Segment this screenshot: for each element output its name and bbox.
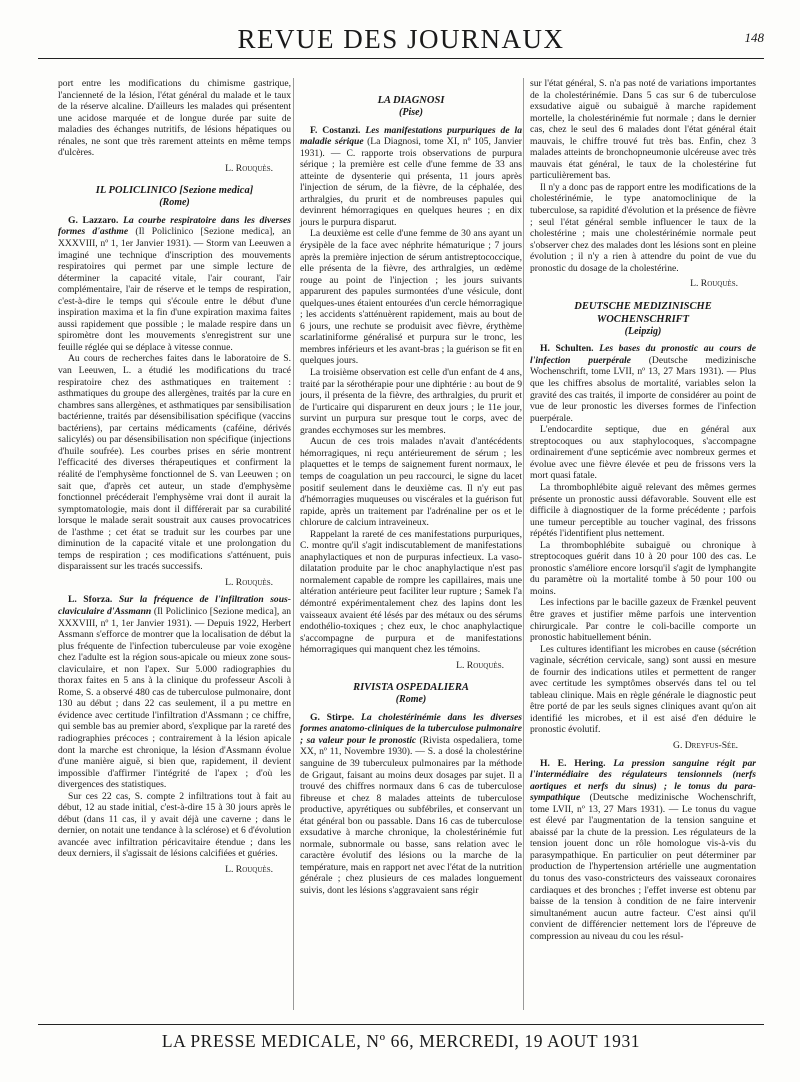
article-abstract [300, 712, 522, 897]
article-abstract [530, 758, 756, 943]
journal-heading: LA DIAGNOSI [377, 95, 445, 106]
article-body: (Deutsche medizinische Wochenschrift, tome LVII, nº 13, 27 Mars 1931). — Le tonus du vague est élevé par l'augmentation de la tension sanguine et abaissé par la chute de la pression. Les régulateurs de la tension jouent donc un rôle homologue vis-à-vis du parasympathique. En particulier on peut déterminer par production de l'hypertension artérielle une augmentation du tonus des vaso-constricteurs des vaisseaux coronaires cardiaques et des bronches ; l'effet inverse est obtenu par baisse de la tension à condition de ne faire intervenir simultanément aucun autre facteur. C'est ainsi qu'il convient de différencier nettement lors de l'épreuve de compression au niveau du cou les résul- [530, 792, 756, 942]
article-author: H. E. Hering. [540, 757, 606, 769]
article-author: F. Costanzi. [310, 124, 361, 136]
journal-city: (Rome) [159, 197, 190, 209]
page-header [38, 22, 764, 59]
article-abstract [530, 343, 756, 424]
paragraph: La thrombophlébite subaiguë ou chronique à streptocoques guérit dans 10 à 20 pour 100 des cas. Le pronostic s'améliore encore lorsqu'il s'agit de lymphangite du paramètre où la mortalité tombe à 50 pour 100 ou moins. [530, 539, 756, 597]
paragraph: Rappelant la rareté de ces manifestations purpuriques, C. montre qu'il s'agit indiscutablement de manifestations anaphylactiques et non de purpuras infectieux. La vaso-dilatation produite par le choc anaphylactique n'est pas normalement capable de rompre les capillaires, mais une altération antérieure peut faciliter leur rupture ; Samek l'a démontré expérimentalement chez des lapins dont les vaisseaux avaient été lésés par des métaux ou des sérums endothélio-toxiques ; chez eux, le choc anaphylactique s'accompagne de purpura et de manifestations hémorragiques qui manquent chez les témoins. [300, 528, 522, 656]
article-body: (La Diagnosi, tome XI, nº 105, Janvier 1931). — C. rapporte trois observations de purpura sérique ; la première est celle d'une femme de 33 ans atteinte de dysenterie qui présenta, 11 jours après l'injection de sérum, de la fièvre, de la céphalée, des arthralgies, du prurit et de nombreuses papules qui devinrent hémorragiques en quelques heures ; en dix jours le purpura disparut. [300, 136, 522, 228]
article-abstract [300, 125, 522, 229]
article-abstract [58, 215, 291, 354]
column-1 [58, 78, 291, 1010]
paragraph: Aucun de ces trois malades n'avait d'antécédents hémorragiques, ni reçu antérieurement de sérum ; les plaquettes et le temps de saignement furent normaux, le temps de coagulation un peu raccourci, le signe du lacet positif seulement dans le deuxième cas. Il n'y eut pas d'hémorragies muqueuses ou viscérales et la guérison fut rapide, après un traitement par l'adrénaline per os et le chlorure de calcium intraveineux. [300, 436, 522, 529]
page-footer [38, 1024, 764, 1057]
article-title: Sur la fréquence de l'infiltration sous-claviculaire d'Assmann [58, 594, 291, 617]
article-abstract [58, 594, 291, 790]
article-title: La cholestérinémie dans les diverses formes anatomo-cliniques de la tuberculose pulmonaire ; sa valeur pour le pronostic [300, 711, 522, 746]
article-author: H. Schulten. [540, 343, 594, 355]
paragraph: Au cours de recherches faites dans le laboratoire de S. van Leeuwen, L. a étudié les modifications du tracé respiratoire chez des asthmatiques en traitement : asthmatiques du groupe des allergènes, traités par la cure en chambres sans allergènes, et asthmatiques par sensibilisation bactérienne, traités par désensibilisation spécifique (vaccins bactériens), par certains médicaments (caféine, dérivés salicylés) ou par désensibilisation non spécifique (injections d'huile soufrée). Les courbes prises en série montrent l'efficacité des diverses thérapeutiques et confirment la réalité de l'emphysème fonctionnel de S. van Leeuwen ; on sait que, d'après cet auteur, un stade d'emphysème fonctionnel précéderait l'emphysème vrai dont il aurait la symptomatologie, mais dont il différerait par sa curabilité lorsque le malade serait soustrait aux causes provocatrices de l'asthme ; cet état se traduit sur les courbes par une diminution de la capacité vitale et une prolongation du temps de respiration ; ces modifications s'atténuent, puis disparaissent sur les tracés successifs. [58, 353, 291, 573]
author-signature: L. Rouquès. [225, 864, 273, 875]
article-author: G. Lazzaro. [68, 214, 119, 226]
author-signature: L. Rouquès. [225, 576, 273, 588]
paragraph: port entre les modifications du chimisme gastrique, l'ancienneté de la lésion, l'état général du malade et le taux de la réserve alcaline. D'ailleurs les malades qui présentent une acidose marquée et de longue durée par suite de maladies des échanges nutritifs, de lésions hépatiques ou rénales, ne sont que très rarement atteints en même temps d'ulcères. [58, 78, 291, 159]
column-2 [293, 78, 522, 1010]
paragraph: Les cultures identifiant les microbes en cause (sécrétion vaginale, sécrétion cervicale, sang) sont aussi en mesure de fournir des indications utiles et permettent de ranger avec certitude les symptômes observés dans tel ou tel tableau clinique. Mais en règle générale le diagnostic peut être porté de par les seuls signes cliniques avant qu'on ait identifié les microbes, et il est aisé d'en déduire le pronostic évolutif. [530, 643, 756, 736]
article-title: Les manifestations purpuriques de la maladie sérique [300, 124, 522, 148]
paragraph: La deuxième est celle d'une femme de 30 ans ayant un érysipèle de la face avec néphrite hématurique ; 7 jours après la première injection de sérum antistreptococcique, elle présenta de la fièvre, des arthralgies, un œdème rouge au point de l'injection ; les jours suivants apparurent des papules surmontées d'une vésicule, dont quelques-unes étaient entourées d'un cercle hémorragique ; les accidents s'atténuèrent rapidement, mais au bout de 6 jours, une rechute se produisit avec fièvre, érythème scarlatiniforme généralisé et purpura sur le tronc, les membres inférieurs et les avant-bras ; la guérison se fit en quelques jours. [300, 228, 522, 367]
paragraph: Les infections par le bacille gazeux de Frænkel peuvent être graves et justifier même parfois une intervention chirurgicale. Par contre le coli-bacille comporte un pronostic habituellement bénin. [530, 597, 756, 644]
author-signature: L. Rouquès. [225, 162, 273, 174]
article-author: L. Sforza. [68, 594, 113, 606]
article-title: La courbe respiratoire dans les diverses formes d'asthme [58, 214, 291, 238]
page-number: 148 [744, 30, 764, 45]
article-title: Les bases du pronostic au cours de l'infection puerpérale [530, 343, 756, 366]
journal-city: (Pise) [399, 107, 423, 118]
paragraph: La thrombophlébite aiguë relevant des mêmes germes présente un pronostic aussi défavorable. Souvent elle est difficile à diagnostiquer de la forme précédente ; parfois une tumeur perceptible au toucher vaginal, des frissons répétés l'identifient plus nettement. [530, 481, 756, 540]
issue-line: LA PRESSE MEDICALE, Nº 66, MERCREDI, 19 AOUT 1931 [161, 1031, 641, 1051]
article-author: G. Stirpe. [310, 711, 355, 723]
article-title: La pression sanguine régit par l'intermédiaire des régulateurs tensionnels (nerfs aortiques et nerfs du sinus) ; le tonus du para-sympathique [530, 757, 756, 804]
paragraph: sur l'état général, S. n'a pas noté de variations importantes de la cholestérinémie. Dans 5 cas sur 6 de tuberculose exsudative aiguë ou subaiguë à marche rapidement mortelle, la cholestérinémie fut normale ; dans le dernier cas, chez le seul des 6 malades dont l'état général était mauvais, le chiffre trouvé fut très bas. Enfin, chez 3 malades atteints de bronchopneumonie ulcéreuse avec très mauvais état général, le taux de la cholestérine fut particulièrement bas. [530, 78, 756, 182]
column-3 [523, 78, 756, 1010]
paragraph: Sur ces 22 cas, S. compte 2 infiltrations tout à fait au début, 12 au stade initial, c'est-à-dire 15 à 30 jours après le début (dans 11 cas, il y avait déjà une caverne ; dans le dernier, on notait une tendance à la sclérose) et 6 d'évolution avancée avec infiltration péricavitaire étendue ; dans les deux derniers, il s'agissait de lésions calcifiées et guéries. [58, 790, 291, 860]
article-body: (Deutsche medizinische Wochenschrift, tome LVII, nº 13, 27 Mars 1931). — Plus que les chiffres absolus de mortalité, variables selon la gravité des cas traités, il importe de considérer au point de vue de leur pronostic les diverses formes de l'infection puerpérale. [530, 354, 756, 424]
journal-heading: IL POLICLINICO [Sezione medica] [95, 185, 254, 197]
journal-heading: DEUTSCHE MEDIZINISCHE WOCHENSCHRIFT [574, 300, 712, 325]
paragraph: Il n'y a donc pas de rapport entre les modifications de la cholestérinémie, le type anatomoclinique de la tuberculose, sa rapidité d'évolution et la présence de fièvre ; seul l'état général semble influencer le taux de la cholestérine ; mais une cholestérinémie normale peut s'observer chez des malades dont les lésions sont en pleine évolution ; il n'y a rien à attendre du point de vue du pronostic du dosage de la cholestérine. [530, 181, 756, 274]
paragraph: La troisième observation est celle d'un enfant de 4 ans, traité par la sérothérapie pour une diphtérie : au bout de 9 jours, il présenta de la fièvre, des arthralgies, du prurit et de l'urticaire qui disparurent en deux jours ; le 11e jour, survint un purpura sur presque tout le corps, avec de grandes ecchymoses sur les membres. [300, 367, 522, 436]
journal-city: (Leipzig) [624, 325, 662, 337]
author-signature: L. Rouquès. [690, 278, 738, 290]
paragraph: L'endocardite septique, due en général aux streptocoques ou aux staphylocoques, s'accompagne ordinairement d'une septicémie avec nombreux germes et évolue avec une fièvre élevée et peu de frissons vers la mort quasi fatale. [530, 424, 756, 482]
article-body: (Rivista ospedaliera, tome XX, nº 11, Novembre 1930). — S. a dosé la cholestérine sanguine de 39 tuberculeux pulmonaires par la méthode de Grigaut, faisant au moins deux dosages par sujet. Il a trouvé des chiffres normaux dans 6 cas de tuberculose fibreuse et chez 8 malades atteints de tuberculose productive, apyrétiques ou subfébriles, et conservant un état général bon ou passable. Dans 16 cas de tuberculose exsudative à marche chronique, la cholestérinémie fut normale, subnormale ou basse, sans relation avec le caractère évolutif des lésions ou la marche de la température, mais en rapport net avec l'état de la nutrition générale ; chez plusieurs de ces malades longuement suivis, dont les lésions s'aggravaient sans régir [300, 734, 522, 896]
article-body: (Il Policlinico [Sezione medica], an XXXVIII, nº 1, 1er Janvier 1931). — Depuis 1922, Herbert Assmann s'efforce de montrer que la localisation de début la plus fréquente de l'infection tuberculeuse par voie exogène chez l'adulte est la région sous-apicale ou mieux zone sous-claviculaire, et non l'apex. Sur 5.000 radiographies du thorax faites en 5 ans à la clinique du professeur Ascoli à Rome, S. a observé 480 cas de tuberculose pulmonaire, dont 130 au début ; dans 22 cas seulement, il a pu mettre en évidence avec certitude l'infiltration d'Assmann ; ce chiffre, qui semble bas au premier abord, s'explique par la rareté des radiographies précoces ; contrairement à la lésion apicale dont la marche est chronique, la lésion d'Assmann évolue d'une manière aiguë, si bien que, rapidement, il devient impossible d'affirmer l'intégrité de l'apex ; d'où les divergences des statistiques. [58, 605, 291, 791]
journal-section-title: REVUE DES JOURNAUX [237, 24, 565, 54]
article-body: (Il Policlinico [Sezione medica], an XXXVIII, nº 1, 1er Janvier 1931). — Storm van Leeuwen a imaginé une technique d'inscription des mouvements respiratoires qui permet par une simple lecture de déterminer la capacité vitale, l'air courant, l'air complémentaire, l'air de réserve et le temps de respiration, c'est-à-dire le temps qui s'écoule entre le début d'une inspiration maxima et la fin d'une expiration maxima faites aussi rapidement que possible ; le malade respire dans un spiromètre dont les mouvements s'enregistrent sur une feuille réglée qui se déplace à vitesse connue. [58, 226, 291, 353]
journal-heading: RIVISTA OSPEDALIERA [353, 682, 469, 694]
journal-city: (Rome) [395, 694, 427, 706]
author-signature: L. Rouquès. [456, 659, 504, 671]
author-signature: G. Dreyfus-Sée. [673, 739, 738, 751]
